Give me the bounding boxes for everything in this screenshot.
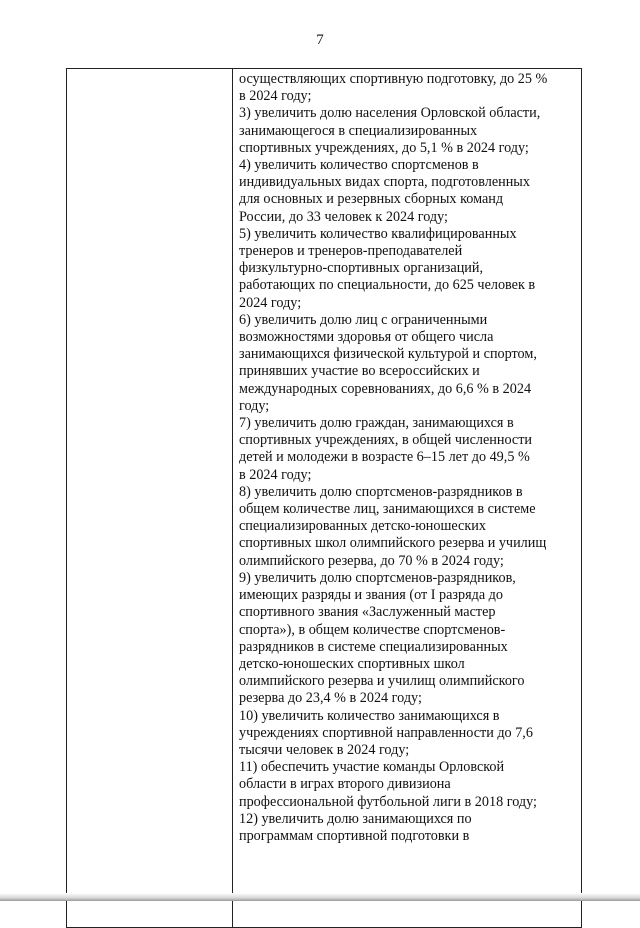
paragraph-item-6: 6) увеличить долю лиц с ограниченными возможностями здоровья от общего числа занимающихся физической культурой и спортом, принявших участие во всероссийских и международных соревнованиях, до 6,6 % в 2024 году; — [239, 311, 537, 414]
paragraph-continuation: осуществляющих спортивную подготовку, до 25 % в 2024 году; — [239, 71, 548, 105]
paragraph-item-5: 5) увеличить количество квалифицированных тренеров и тренеров-преподавателей физкультурно-спортивных организаций, работающих по специальности, до 625 человек в 2024 году; — [239, 225, 536, 311]
scan-bottom-edge — [0, 893, 640, 901]
paragraph-item-12: 12) увеличить долю занимающихся по программам спортивной подготовки в — [239, 810, 472, 844]
paragraph-item-10: 10) увеличить количество занимающихся в учреждениях спортивной направленности до 7,6 тысячи человек в 2024 году; — [239, 707, 533, 758]
paragraph-item-3: 3) увеличить долю населения Орловской области, занимающегося в специализированных спортивных учреждениях, до 5,1 % в 2024 году; — [239, 105, 541, 156]
document-table — [66, 68, 582, 928]
paragraph-item-8: 8) увеличить долю спортсменов-разрядников в общем количестве лиц, занимающихся в системе специализированных детско-юношеских спортивных школ олимпийского резерва и училищ олимпийского резерва, до 70 % в 2024 году; — [239, 483, 547, 569]
column-divider — [232, 69, 233, 927]
paragraph-item-9: 9) увеличить долю спортсменов-разрядников, имеющих разряды и звания (от I разряда до спортивного звания «Заслуженный мастер спорта»), в общем количестве спортсменов- разрядников в системе специализированных детско-юношеских спортивных школ олимпийского резерва и училищ олимпийского резерва до 23,4 % в 2024 году; — [239, 569, 525, 707]
paragraph-item-11: 11) обеспечить участие команды Орловской области в играх второго дивизиона профессиональной футбольной лиги в 2018 году; — [239, 759, 537, 810]
paragraph-item-4: 4) увеличить количество спортсменов в индивидуальных видах спорта, подготовленных для основных и резервных сборных команд России, до 33 человек к 2024 году; — [239, 157, 530, 225]
page-number: 7 — [316, 32, 324, 48]
right-text-cell — [239, 71, 581, 845]
paragraph-item-7: 7) увеличить долю граждан, занимающихся в спортивных учреждениях, в общей численности детей и молодежи в возрасте 6–15 лет до 49,5 % в 2024 году; — [239, 415, 533, 483]
